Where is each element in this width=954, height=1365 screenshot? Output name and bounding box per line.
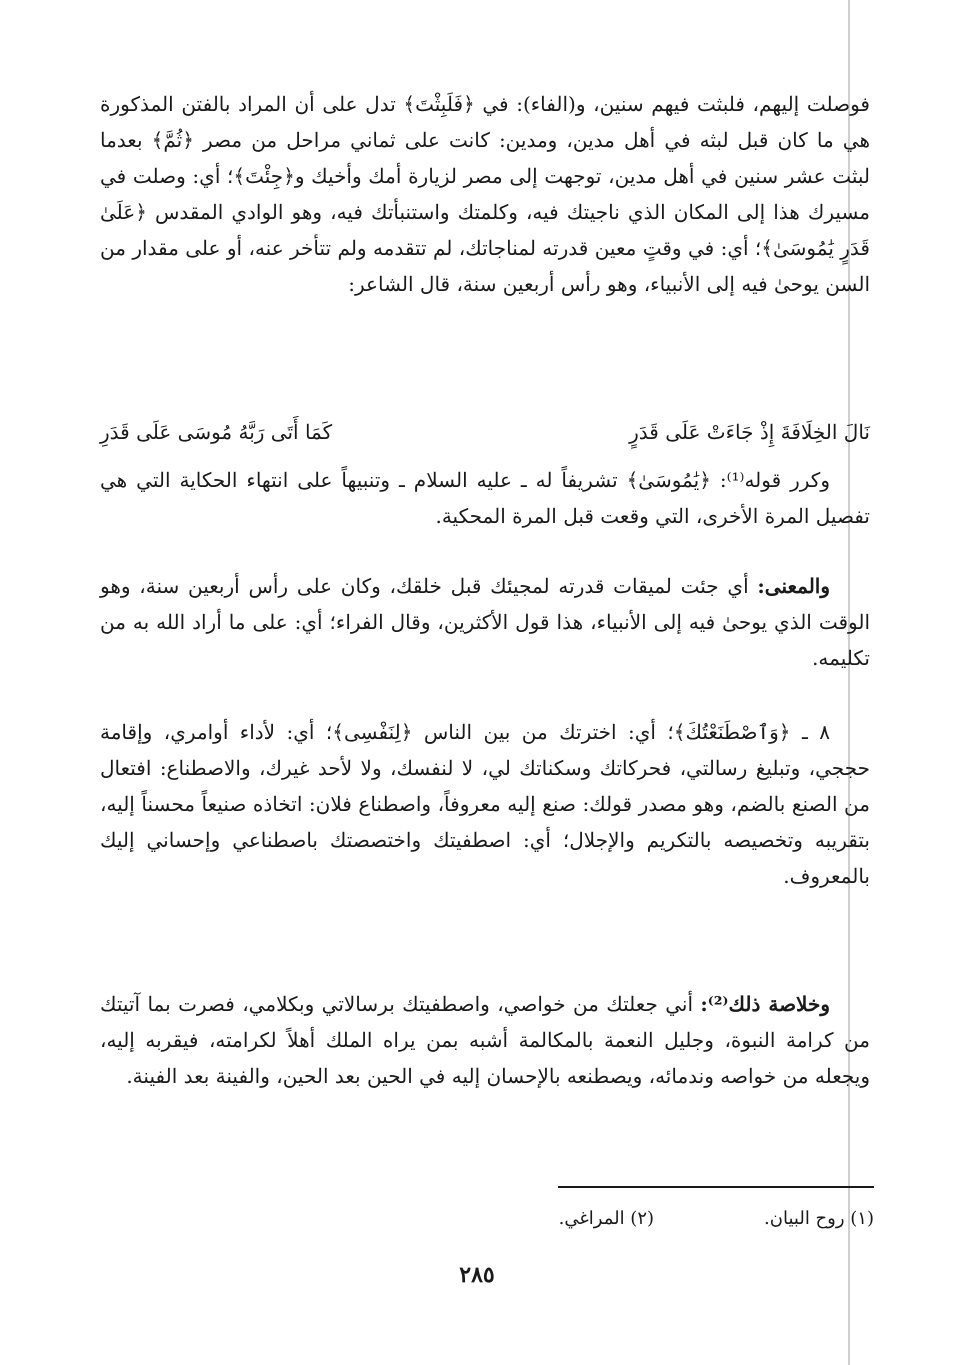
page-number: ٢٨٥ <box>459 1262 495 1288</box>
footnote-separator <box>558 1186 874 1188</box>
paragraph-3-lead: والمعنى: <box>757 574 830 598</box>
poem-hemistich-left: كَمَا أَتَى رَبَّهُ مُوسَى عَلَى قَدَرِ <box>100 420 333 444</box>
paragraph-4: ٨ ـ ﴿وَٱصْطَنَعْتُكَ﴾؛ أي: اخترتك من بين الناس ﴿لِنَفْسِى﴾؛ أي: لأداء أوامري، وإقامة حججي، وتبليغ رسالتي، فحركاتك وسكناتك لي، لا لنفسك، ولا لأحد غيرك، والاصطناع: افتعال من الصنع بالضم، وهو مصدر قولك: صنع إليه معروفاً، واصطناع فلان: اتخاذه صنيعاً محسناً إليه، بتقريبه وتخصيصه بالتكريم والإجلال؛ أي: اصطفيتك واختصصتك باصطناعي وإحساني إليك بالمعروف. <box>100 720 870 888</box>
paragraph-3 <box>100 568 870 676</box>
footnote-2: (٢) المراغي. <box>558 1208 655 1229</box>
paragraph-1: فوصلت إليهم، فلبثت فيهم سنين، و(الفاء): في ﴿فَلَبِثْتَ﴾ تدل على أن المراد بالفتن المذكورة هي ما كان قبل لبثه في أهل مدين، ومدين: كانت على ثماني مراحل من مصر ﴿ثُمَّ﴾ بعدما لبثت عشر سنين في أهل مدين، توجهت إلى مصر لزيارة أمك وأخيك و﴿جِئْتَ﴾؛ أي: وصلت في مسيرك هذا إلى المكان الذي ناجيتك فيه، وكلمتك واستنبأتك فيه، وهو الوادي المقدس ﴿عَلَىٰ قَدَرٍ يَٰمُوسَىٰ﴾؛ أي: في وقتٍ معين قدرته لمناجاتك، لم تتقدمه ولم تتأخر عنه، أو على مقدار من السن يوحىٰ فيه إلى الأنبياء، وهو رأس أربعين سنة، قال الشاعر: <box>100 92 870 296</box>
paragraph-5-lead: وخلاصة ذلك⁽²⁾: <box>700 992 831 1016</box>
poem-hemistich-right: نَالَ الخِلَافَةَ إِذْ جَاءَتْ عَلَى قَدَرٍ <box>629 420 870 444</box>
footnotes <box>300 1204 874 1234</box>
paragraph-5-body: أني جعلتك من خواصي، واصطفيتك برسالاتي وبكلامي، فصرت بما آتيتك من كرامة النبوة، وجليل النعمة بالمكالمة أشبه بمن يراه الملك أهلاً لكرامته، فيقربه إليه، ويجعله من خواصه وندمائه، ويصطنعه بالإحسان إليه في الحين بعد الحين، والفينة بعد الفينة. <box>100 992 870 1088</box>
paragraph-5 <box>100 986 870 1094</box>
footnote-1: (١) روح البيان. <box>764 1208 874 1229</box>
paragraph-3-body: أي جئت لميقات قدرته لمجيئك قبل خلقك، وكان على رأس أربعين سنة، وهو الوقت الذي يوحىٰ فيه إلى الأنبياء، هذا قول الأكثرين، وقال الفراء؛ أي: على ما أراد الله به من تكليمه. <box>100 574 870 670</box>
poem-verse <box>100 414 870 450</box>
paragraph-2: وكرر قوله⁽¹⁾: ﴿يَٰمُوسَىٰ﴾ تشريفاً له ـ عليه السلام ـ وتنبيهاً على انتهاء الحكاية التي هي تفصيل المرة الأخرى، التي وقعت قبل المرة المحكية. <box>100 468 870 528</box>
